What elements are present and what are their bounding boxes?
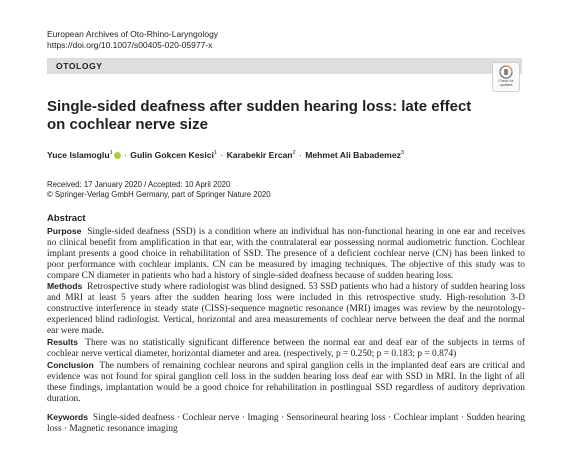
received-accepted-dates: Received: 17 January 2020 / Accepted: 10 April 2020 [47, 180, 231, 189]
keywords-text: Single-sided deafness · Cochlear nerve · Imaging · Sensorineural hearing loss · Cochlear implant · Sudden hearing loss · Magnetic resonance imaging [47, 413, 525, 435]
section-bar [47, 58, 522, 74]
abstract-conclusion [47, 360, 525, 405]
author-list [47, 150, 404, 160]
results-label: Results [47, 336, 79, 347]
author-affiliation: 1 [213, 150, 217, 157]
author-name[interactable]: Gulin Gokcen Kesici [130, 150, 214, 160]
purpose-text: Single-sided deafness (SSD) is a condition where an individual has non-functional hearing in one ear and receives no clinical benefit from amplification in that ear, with the contralateral ear possessing normal audiometric function. Cochlear implant presents a good choice in rehabilitation of SSD. The presence of a deficient cochlear nerve (CN) has been linked to poor performance with cochlear implants. CN can be measured by imaging techniques. The objective of this study was to compare CN diameter in patients who had a history of single-sided deafness because of sudden hearing loss. [47, 226, 526, 281]
section-label: OTOLOGY [56, 61, 103, 71]
journal-header [47, 29, 218, 51]
article-title: Single-sided deafness after sudden hearing loss: late effect on cochlear nerve size [47, 98, 472, 133]
author-separator: · [124, 150, 127, 160]
copyright-notice: © Springer-Verlag GmbH Germany, part of Springer Nature 2020 [47, 190, 271, 199]
check-for-updates-icon [499, 65, 513, 79]
abstract-section [47, 214, 525, 435]
abstract-methods [47, 281, 525, 337]
author-affiliation: 1 [109, 150, 113, 157]
abstract-purpose [47, 226, 525, 282]
conclusion-text: The numbers of remaining cochlear neurons and spiral ganglion cells in the implanted deaf ears are critical and evidence was not found for spiral ganglion cell loss in the sudden hearing loss deaf ear with SSD in MRI. In the light of all these findings, implantation would be a good choice for rehabilitation in postlingual SSD regardless of auditory deprivation duration. [47, 360, 525, 404]
author-affiliation: 2 [292, 150, 296, 157]
author-name[interactable]: Karabekir Ercan [226, 150, 293, 160]
methods-label: Methods [47, 281, 83, 292]
abstract-results [47, 337, 525, 360]
abstract-heading: Abstract [47, 213, 86, 224]
orcid-icon[interactable] [114, 152, 121, 159]
purpose-label: Purpose [47, 225, 82, 236]
results-text: There was no statistically significant difference between the normal ear and deaf ear of the subjects in terms of cochlear nerve vertical diameter, horizontal diameter and area. (respectively, p = 0.250; p = 0.183; p = 0.874) [47, 337, 525, 359]
author-name[interactable]: Yuce Islamoglu [47, 150, 110, 160]
check-for-updates-text-1: Check for [498, 79, 514, 83]
check-for-updates-badge[interactable] [492, 62, 520, 92]
author-affiliation: 3 [400, 150, 404, 157]
author-separator: · [298, 150, 302, 160]
journal-name: European Archives of Oto-Rhino-Laryngology [47, 29, 219, 39]
article-dates [47, 180, 271, 200]
conclusion-label: Conclusion [47, 359, 94, 370]
author-separator: · [220, 150, 224, 160]
methods-text: Retrospective study where radiologist was blind designed. 53 SSD patients who had a history of sudden hearing loss and MRI at least 5 years after the sudden hearing loss were included in this retrospective study. High-resolution 3-D constructive interference in steady state (CISS)-sequence magnetic resonance (MRI) images was review by the neurotology-experienced blind radiologist. Vertical, horizontal and area measurements of cochlear nerve between the deaf and the normal ear were made. [47, 282, 526, 337]
abstract-keywords [47, 412, 525, 435]
author-name[interactable]: Mehmet Ali Babademez [305, 150, 401, 160]
keywords-label: Keywords [47, 412, 89, 423]
check-for-updates-text-2: updates [499, 83, 513, 87]
doi-link[interactable]: https://doi.org/10.1007/s00405-020-05977-x [47, 40, 213, 50]
